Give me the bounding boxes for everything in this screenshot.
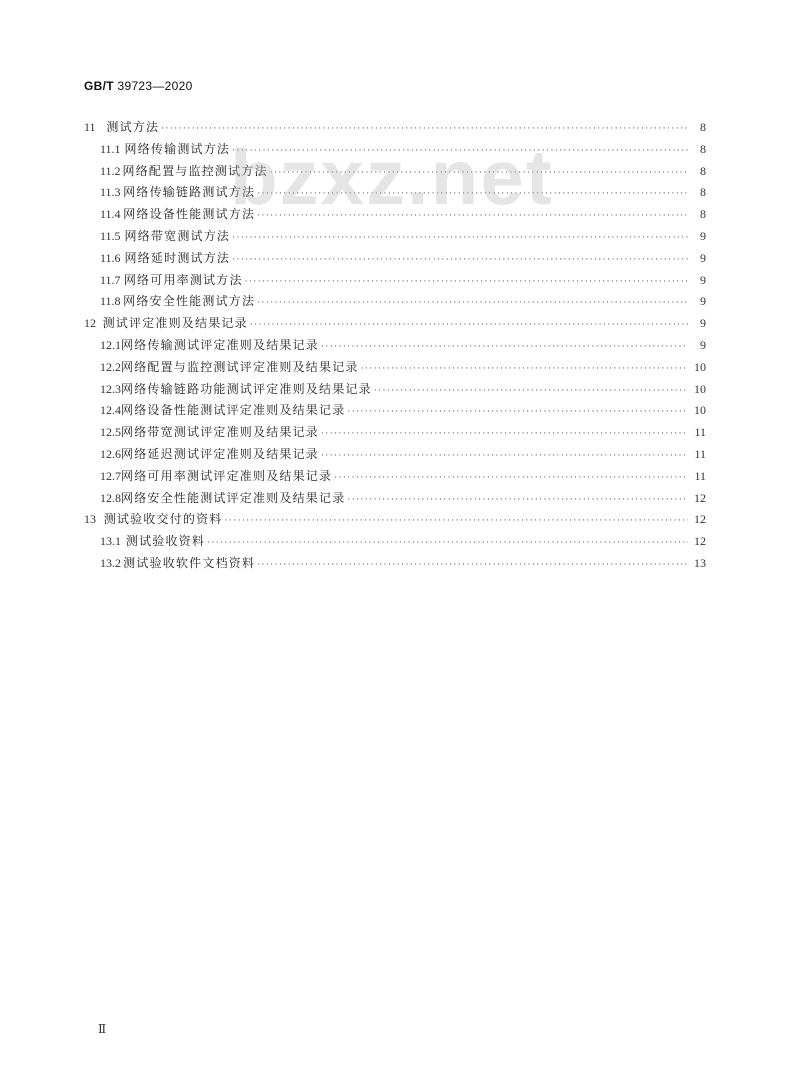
- toc-entry[interactable]: [84, 422, 706, 444]
- toc-entry-number: 13.2: [100, 555, 121, 570]
- toc-entry-number: 11.8: [100, 294, 121, 309]
- toc-entry[interactable]: [84, 357, 706, 379]
- toc-entry-title: 网络传输测试方法: [124, 141, 231, 156]
- toc-entry-page: 9: [700, 228, 706, 243]
- toc-entry[interactable]: [84, 270, 706, 292]
- toc-entry[interactable]: [84, 444, 706, 466]
- toc-entry-page: 9: [700, 294, 706, 309]
- toc-entry-title: 网络设备性能测试评定准则及结果记录: [121, 403, 346, 418]
- toc-entry-title: 网络传输链路功能测试评定准则及结果记录: [121, 381, 372, 396]
- toc-entry-title: 网络设备性能测试方法: [123, 207, 256, 222]
- toc-entry[interactable]: [84, 509, 706, 531]
- toc-entry-page: 8: [700, 120, 706, 134]
- toc-entry[interactable]: [84, 313, 706, 335]
- toc-entry-title: 网络可用率测试方法: [123, 272, 243, 287]
- toc-dot-leader: [321, 424, 688, 446]
- standard-number: 39723—2020: [117, 79, 193, 93]
- toc-entry-title: 网络带宽测试评定准则及结果记录: [121, 425, 320, 440]
- toc-dot-leader: [257, 555, 688, 577]
- toc-entry-number: 13: [84, 512, 96, 527]
- toc-dot-leader: [257, 184, 688, 206]
- toc-entry-page: 10: [694, 403, 706, 418]
- toc-entry-page: 8: [700, 141, 706, 156]
- toc-entry-page: 11: [694, 446, 706, 461]
- toc-entry-page: 13: [694, 555, 706, 570]
- toc-entry-number: 12.5: [100, 425, 121, 440]
- toc-entry[interactable]: [84, 379, 706, 401]
- toc-entry-title: 测试方法: [106, 120, 160, 134]
- toc-dot-leader: [347, 402, 688, 424]
- toc-entry-number: 11.3: [100, 185, 121, 200]
- table-of-contents: [84, 117, 706, 575]
- toc-entry-number: 11: [84, 120, 96, 134]
- toc-entry[interactable]: [84, 335, 706, 357]
- toc-entry-number: 11.6: [100, 250, 121, 265]
- toc-entry-page: 9: [700, 250, 706, 265]
- toc-entry[interactable]: [84, 400, 706, 422]
- toc-dot-leader: [161, 119, 688, 141]
- toc-entry-title: 测试验收软件文档资料: [123, 555, 256, 570]
- toc-entry[interactable]: [84, 204, 706, 226]
- toc-entry-number: 12.2: [100, 359, 121, 374]
- page-number: Ⅱ: [98, 1022, 107, 1036]
- toc-entry[interactable]: [84, 139, 706, 161]
- toc-entry[interactable]: [84, 117, 706, 139]
- toc-dot-leader: [207, 533, 688, 555]
- toc-entry-title: 网络可用率测试评定准则及结果记录: [121, 468, 333, 483]
- toc-entry-number: 12.7: [100, 468, 121, 483]
- toc-entry-number: 11.1: [100, 141, 121, 156]
- toc-entry-title: 网络延时测试方法: [124, 250, 231, 265]
- toc-entry-title: 网络传输测试评定准则及结果记录: [121, 337, 320, 352]
- toc-entry-number: 12.8: [100, 490, 121, 505]
- toc-entry-page: 10: [694, 381, 706, 396]
- toc-entry[interactable]: [84, 553, 706, 575]
- toc-dot-leader: [232, 228, 688, 250]
- toc-dot-leader: [250, 315, 688, 337]
- toc-dot-leader: [321, 337, 688, 359]
- toc-entry-number: 12.6: [100, 446, 121, 461]
- toc-dot-leader: [225, 511, 689, 533]
- toc-entry-number: 12.4: [100, 403, 121, 418]
- toc-entry[interactable]: [84, 248, 706, 270]
- toc-entry-page: 12: [694, 534, 706, 549]
- toc-entry-title: 测试评定准则及结果记录: [102, 316, 248, 331]
- toc-entry[interactable]: [84, 226, 706, 248]
- toc-entry-page: 8: [700, 163, 706, 178]
- toc-entry[interactable]: [84, 466, 706, 488]
- toc-entry-number: 11.7: [100, 272, 121, 287]
- toc-entry-number: 11.5: [100, 228, 121, 243]
- toc-entry-title: 网络配置与监控测试方法: [122, 163, 268, 178]
- toc-entry-page: 12: [694, 490, 706, 505]
- document-header: [84, 79, 193, 93]
- toc-entry[interactable]: [84, 161, 706, 183]
- toc-entry-number: 12: [84, 316, 96, 331]
- toc-entry-page: 10: [694, 359, 706, 374]
- toc-entry[interactable]: [84, 531, 706, 553]
- toc-dot-leader: [270, 163, 688, 185]
- toc-entry-page: 8: [700, 207, 706, 222]
- toc-dot-leader: [245, 272, 688, 294]
- toc-dot-leader: [374, 381, 688, 403]
- toc-entry-title: 网络带宽测试方法: [124, 228, 231, 243]
- toc-dot-leader: [361, 359, 688, 381]
- toc-dot-leader: [347, 490, 688, 512]
- toc-dot-leader: [232, 250, 688, 272]
- toc-dot-leader: [257, 293, 688, 315]
- toc-entry-page: 9: [700, 316, 706, 331]
- toc-entry-title: 网络传输链路测试方法: [123, 185, 256, 200]
- toc-entry-title: 网络安全性能测试评定准则及结果记录: [121, 490, 346, 505]
- toc-dot-leader: [257, 206, 688, 228]
- toc-entry-page: 11: [694, 468, 706, 483]
- toc-entry-number: 12.1: [100, 337, 121, 352]
- toc-entry-title: 网络延迟测试评定准则及结果记录: [121, 446, 320, 461]
- toc-entry-number: 11.2: [100, 163, 121, 178]
- toc-dot-leader: [321, 446, 688, 468]
- toc-entry[interactable]: [84, 291, 706, 313]
- toc-entry-number: 13.1: [100, 534, 121, 549]
- toc-entry-title: 网络配置与监控测试评定准则及结果记录: [121, 359, 359, 374]
- toc-entry-number: 12.3: [100, 381, 121, 396]
- toc-entry-page: 9: [700, 337, 706, 352]
- toc-entry-page: 11: [694, 425, 706, 440]
- toc-dot-leader: [334, 468, 688, 490]
- toc-entry-title: 测试验收资料: [125, 534, 206, 549]
- toc-entry-page: 12: [694, 512, 706, 527]
- standard-code: GB/T: [84, 79, 114, 93]
- toc-entry-number: 11.4: [100, 207, 121, 222]
- toc-entry-title: 网络安全性能测试方法: [123, 294, 256, 309]
- toc-dot-leader: [232, 141, 688, 163]
- toc-entry[interactable]: [84, 182, 706, 204]
- toc-entry-page: 9: [700, 272, 706, 287]
- watermark: bzxz.net: [230, 133, 554, 221]
- toc-entry[interactable]: [84, 488, 706, 510]
- toc-entry-page: 8: [700, 185, 706, 200]
- toc-entry-title: 测试验收交付的资料: [103, 512, 223, 527]
